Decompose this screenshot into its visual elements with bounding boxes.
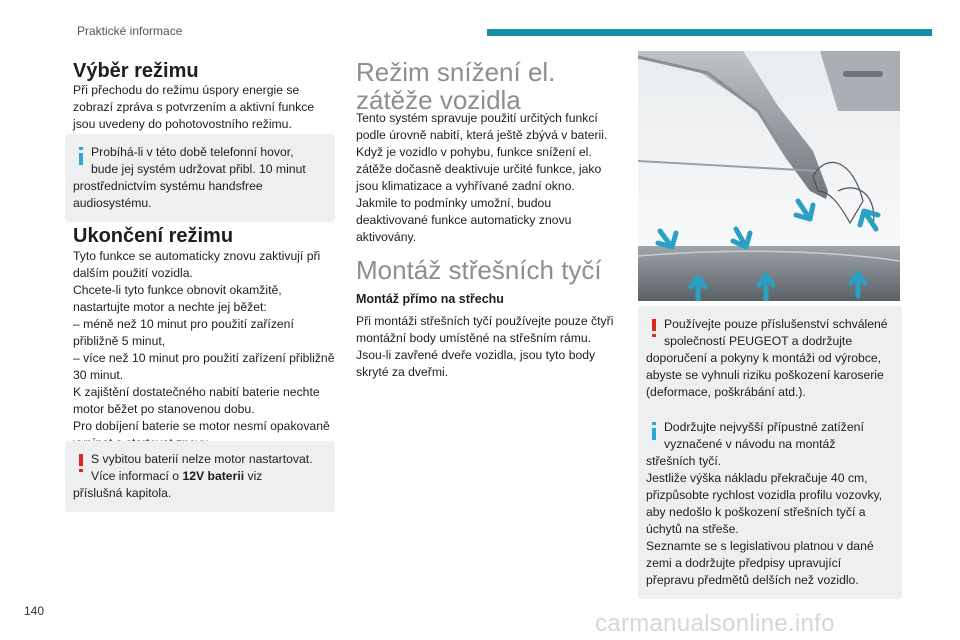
info-note-1	[65, 134, 335, 222]
warning-note-1-rest: příslušná kapitola.	[73, 486, 172, 500]
paragraph-montaz-primo: Při montáži střešních tyčí používejte pouze čtyři montážní body umístěné na střešním rámu. Jsou-li zavřené dveře vozidla, jsou tyto body skryté za dveřmi.	[356, 314, 614, 379]
warning-note-1	[65, 441, 335, 512]
paragraph-rezim: Tento systém spravuje použití určitých funkcí podle úrovně nabití, která ještě zbývá v baterii. Když je vozidlo v pohybu, funkce snížení el. zátěže dočasně deaktivuje určité funkce, jako jsou klimatizace a vyhřívané zadní okno. Jakmile to podmínky umožní, budou deaktivované funkce automaticky znovu aktivovány.	[356, 111, 608, 244]
info-note-2-rest: střešních tyčí. Jestliže výška nákladu překračuje 40 cm, přizpůsobte rychlost vozidla profilu vozovky, aby nedošlo k poškození střešních tyčí a úchytů na střeše. Seznamte se s legislativou platnou v dané zemi a dodržujte předpisy upravující přepravu předmětů delších než vozidlo.	[646, 454, 883, 587]
warning-note-1-first	[73, 451, 323, 485]
warning-icon	[652, 319, 656, 337]
heading-ukonceni-rezimu: Ukončení režimu	[73, 225, 234, 247]
page-number: 140	[24, 604, 45, 618]
info-note-1-first: Probíhá-li v této době telefonní hovor, bude jej systém udržovat přibl. 10 minut	[91, 145, 306, 176]
paragraph-vyber: Při přechodu do režimu úspory energie se zobrazí zpráva s potvrzením a aktivní funkce jsou uvedeny do pohotovostního režimu.	[73, 83, 315, 131]
warning-note-2-first: Používejte pouze příslušenství schválené společností PEUGEOT a dodržujte	[664, 317, 888, 348]
paragraph-ukonceni: Tyto funkce se automaticky znovu zaktivují při dalším použití vozidla. Chcete-li tyto funkce obnovit okamžitě, nastartujte motor a nechte jej běžet: – méně než 10 minut pro použití zařízení přibližně 5 minut, – více než 10 minut pro použití zařízení přibližně 30 minut. K zajištění dostatečného nabití baterie nechte motor běžet po stanovenou dobu. Pro dobíjení baterie se motor nesmí opakovaně	[73, 249, 335, 433]
warning-note-2-rest: doporučení a pokyny k montáži od výrobce, abyste se vyhnuli riziku poškození karoserie (deformace, poškrábání atd.).	[646, 351, 884, 399]
warning-note-1-after: viz	[244, 469, 263, 483]
info-icon	[79, 147, 83, 165]
header-accent-bar	[487, 29, 932, 36]
info-note-2-first: Dodržujte nejvyšší přípustné zatížení vyznačené v návodu na montáž	[664, 420, 864, 451]
warning-icon	[79, 454, 83, 472]
info-note-2	[638, 409, 902, 599]
section-title: Praktické informace	[77, 24, 183, 38]
heading-rezim-snizeni: Režim snížení el. zátěže vozidla	[356, 57, 556, 115]
info-icon	[652, 422, 656, 440]
heading-montaz: Montáž střešních tyčí	[356, 255, 602, 285]
roof-bar-illustration	[638, 51, 900, 301]
warning-note-1-bold: 12V baterii	[182, 469, 245, 483]
info-note-1-rest: prostřednictvím systému handsfree audiosystému.	[73, 179, 263, 210]
heading-vyber-rezimu: Výběr režimu	[73, 60, 199, 82]
warning-note-2	[638, 306, 902, 411]
warning-note-1-text: S vybitou baterií nelze motor nastartovat. Více informací o	[91, 452, 313, 483]
watermark: carmanualsonline.info	[595, 610, 835, 637]
subheading-montaz-primo: Montáž přímo na střechu	[356, 292, 504, 306]
